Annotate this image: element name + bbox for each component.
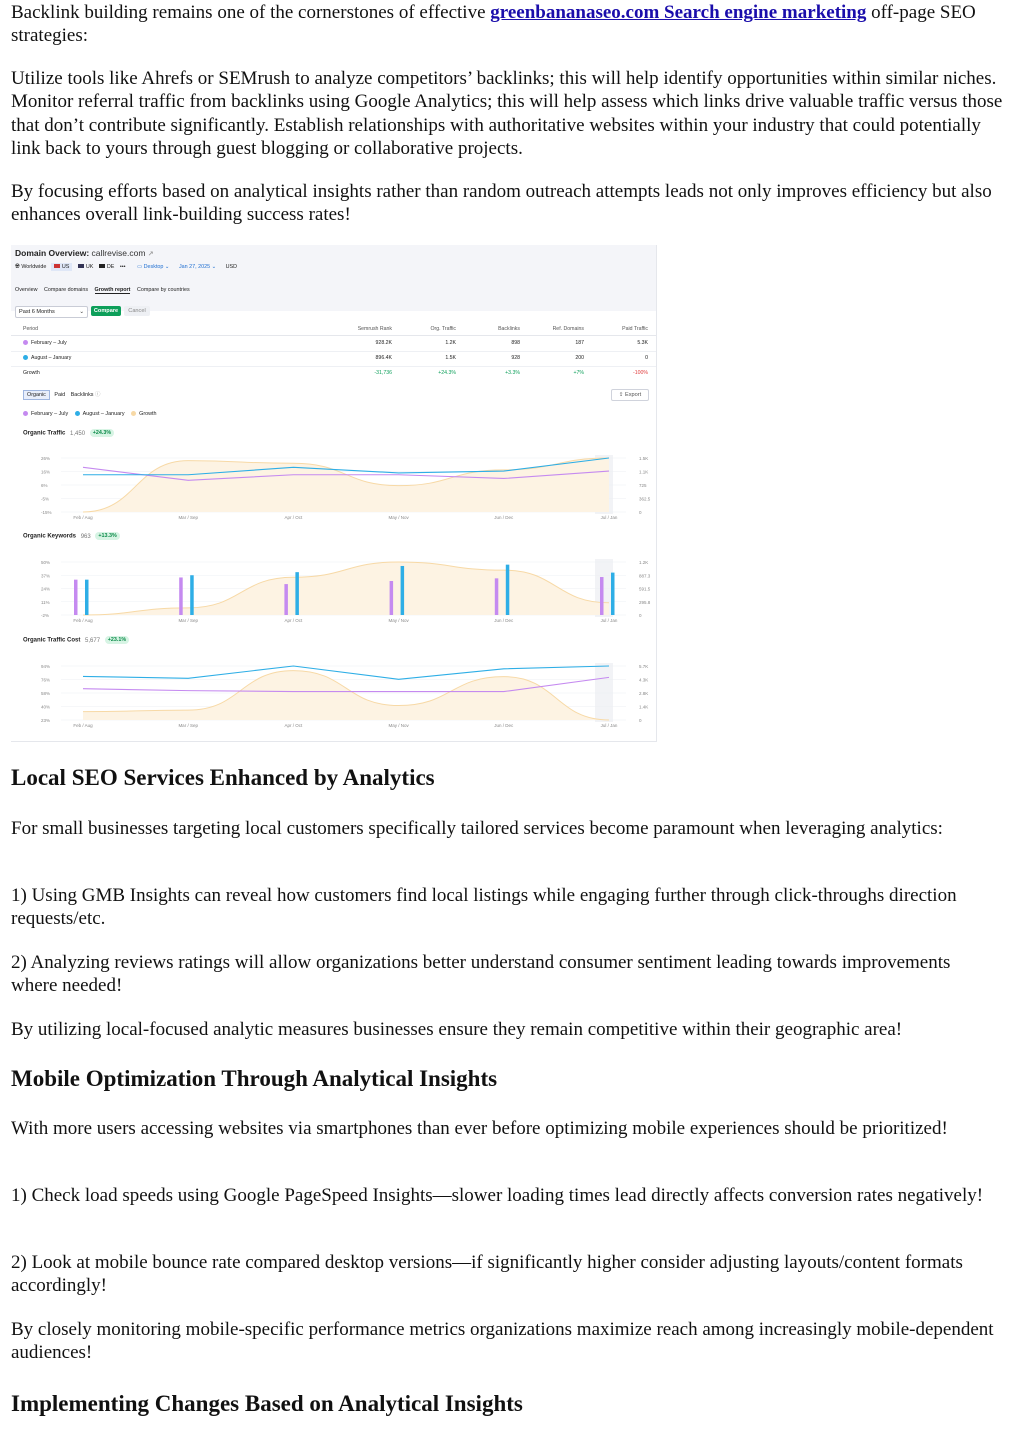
legend-dot-blue [23,355,28,360]
table-row: February – July 928.2K 1.2K 898 187 5.3K [11,337,656,352]
y-tick-label-right: 5.7K [639,664,649,669]
legend-item-growth: Growth [131,411,156,417]
legend-item-aug-jan: August – January [75,411,125,417]
y-tick-label-right: 1.1K [639,469,649,475]
y-tick-label-right: 362.5 [639,496,651,502]
x-tick-label: Jul / Jan [600,515,618,520]
filter-desktop[interactable]: ▭ Desktop ⌄ [137,264,170,270]
greenbananaseo-link[interactable]: greenbananaseo.com Search engine marketing [490,2,867,23]
y-tick-label-left: -15% [41,510,52,515]
globe-icon: 🌐︎ [15,264,20,270]
x-tick-label: Feb / Aug [73,723,93,728]
y-tick-label-right: 1.4K [639,704,649,710]
paragraph-mobile-2: 2) Look at mobile bounce rate compared desktop versions—if significantly higher consider adjusting layouts/content formats accordingly! [11,1252,963,1297]
table-header: Period Semrush Rank Org. Traffic Backlinks Ref. Domains Paid Traffic [11,325,656,336]
info-icon: ⓘ [94,392,101,398]
y-tick-label-right: 0 [639,510,642,515]
paragraph-local-intro: For small businesses targeting local customers specifically tailored services become paramount when leveraging analytics: [11,818,943,839]
y-tick-label-right: 725 [639,483,647,488]
metric-tabs [23,390,100,398]
filters-row [15,264,237,271]
y-tick-label-left: 24% [41,586,51,592]
filter-us[interactable]: US [51,263,73,271]
y-tick-label-left: 6% [41,483,48,488]
bar-aug-jan [85,580,89,615]
series-line-aug-jan [83,458,609,475]
y-tick-label-left: 16% [41,469,51,475]
bar-feb-jul [284,584,288,615]
cancel-button[interactable]: Cancel [124,306,150,316]
y-tick-label-left: 23% [41,718,51,723]
y-tick-label-left: 37% [41,573,51,579]
current-period-highlight [595,455,613,514]
bar-aug-jan [506,565,510,615]
bar-feb-jul [74,580,78,615]
y-tick-label-right: 887.3 [639,573,651,579]
x-tick-label: Feb / Aug [73,618,93,623]
x-tick-label: Jul / Jan [600,723,618,728]
growth-area [83,458,609,512]
more-icon[interactable]: ••• [119,264,126,270]
flag-icon [78,264,84,268]
x-tick-label: Apr / Oct [284,618,303,623]
growth-badge: +13.3% [95,532,119,540]
y-tick-label-right: 1.2K [639,560,649,565]
tab-backlinks[interactable]: Backlinks [70,392,94,398]
growth-line [83,671,609,720]
chart-title-organic-keywords: Organic Keywords 963 +13.3% [23,532,120,540]
legend-item-feb-jul: February – July [23,411,68,417]
monitor-icon: ▭ [137,264,143,270]
period-select[interactable]: Past 6 Months ⌄ [15,306,88,318]
heading-mobile: Mobile Optimization Through Analytical Insights [11,1066,498,1091]
y-tick-label-left: 94% [41,664,51,669]
growth-area [83,671,609,720]
x-tick-label: Jul / Jan [600,618,618,623]
x-tick-label: Feb / Aug [73,515,93,520]
x-tick-label: May / Nov [388,618,409,623]
y-tick-label-right: 591.5 [639,586,651,592]
growth-line [83,458,609,512]
series-line-aug-jan [83,666,609,679]
bar-aug-jan [401,566,405,615]
y-tick-label-right: 0 [639,613,642,618]
chart-legend [23,411,157,417]
tab-compare-domains[interactable]: Compare domains [43,287,89,293]
chart-title-organic-traffic: Organic Traffic 1,450 +24.3% [23,429,114,437]
filter-date[interactable]: Jan 27, 2025 ⌄ [178,264,217,270]
paragraph-backlink-intro: Backlink building remains one of the cornerstones of effective greenbananaseo.com Search engine marketing off-page SEO strategies: [11,2,976,47]
semrush-screenshot [11,245,657,742]
growth-badge: +24.3% [90,429,114,437]
paragraph-local-1: 1) Using GMB Insights can reveal how customers find local listings while engaging further through click-throughs direction requests/etc. [11,885,957,930]
paragraph-backlink-tools: Utilize tools like Ahrefs or SEMrush to analyze competitors’ backlinks; this will help identify opportunities within similar niches. Monitor referral traffic from backlinks using Google Analytics; this will help assess which links drive valuable traffic versus those that don’t contribute significantly. Establish relationships with authoritative websites within your industry that could potentially link back to yours through guest blogging or collaborative projects. [11,68,1003,159]
export-button[interactable]: ⇪ Export [611,389,649,401]
x-tick-label: May / Nov [388,515,409,520]
x-tick-label: Mar / Sep [178,618,198,623]
y-tick-label-right: 0 [639,718,642,723]
growth-line [83,562,609,615]
growth-badge: +23.1% [105,636,129,644]
current-period-highlight [595,663,613,722]
filter-de[interactable]: DE [99,264,115,270]
paragraph-local-2: 2) Analyzing reviews ratings will allow organizations better understand consumer sentiment leading towards improvements where needed! [11,952,951,997]
tab-compare-countries[interactable]: Compare by countries [136,287,190,293]
y-tick-label-left: 26% [41,456,51,461]
growth-table [11,325,656,381]
tab-growth-report[interactable]: Growth report [94,287,131,293]
x-tick-label: Jun / Dec [494,618,514,623]
x-tick-label: Apr / Oct [284,515,303,520]
chart-title-traffic-cost: Organic Traffic Cost 5,677 +23.1% [23,636,129,644]
y-tick-label-right: 4.3K [639,677,649,683]
paragraph-mobile-1: 1) Check load speeds using Google PageSpeed Insights—slower loading times lead directly affects conversion rates negatively! [11,1185,984,1206]
bar-feb-jul [600,577,604,615]
y-tick-label-left: 11% [41,599,50,605]
y-tick-label-right: 2.8K [639,691,649,696]
filter-uk[interactable]: UK [78,264,94,270]
tab-overview[interactable]: Overview [15,287,38,293]
paragraph-local-3: By utilizing local-focused analytic measures businesses ensure they remain competitive within their geographic area! [11,1019,903,1040]
bar-aug-jan [190,575,194,615]
paragraph-mobile-intro: With more users accessing websites via smartphones than ever before optimizing mobile experiences should be prioritized! [11,1118,948,1139]
bar-aug-jan [295,572,299,615]
flag-icon [54,264,60,268]
export-icon: ⇪ [618,392,624,398]
compare-button[interactable]: Compare [91,306,121,316]
chevron-down-icon: ⌄ [79,309,84,315]
external-link-icon: ↗ [147,251,154,258]
current-period-highlight [595,559,613,617]
domain-overview-title: Domain Overview: callrevise.com ↗ [15,248,154,258]
series-line-feb-jul [83,677,609,691]
y-tick-label-left: 40% [41,704,51,710]
x-tick-label: Mar / Sep [178,723,198,728]
tab-organic[interactable]: Organic [23,390,50,400]
table-row: August – January 896.4K 1.5K 928 200 0 [11,352,656,367]
y-tick-label-right: 295.8 [639,599,651,605]
growth-charts [11,245,656,741]
heading-local-seo: Local SEO Services Enhanced by Analytics [11,765,435,790]
table-row: Growth -31,736 +24.3% +3.3% +7% -100% [23,370,648,376]
y-tick-label-left: -5% [41,496,50,502]
tab-paid[interactable]: Paid [54,392,66,398]
y-tick-label-left: 76% [41,677,51,683]
growth-area [83,562,609,615]
x-tick-label: Jun / Dec [494,723,514,728]
paragraph-backlink-summary: By focusing efforts based on analytical insights rather than random outreach attempts leads not only improves efficiency but also enhances overall link-building success rates! [11,181,992,226]
series-line-feb-jul [83,467,609,480]
x-tick-label: May / Nov [388,723,409,728]
filter-worldwide[interactable]: Worldwide [21,264,47,270]
x-tick-label: Mar / Sep [178,515,198,520]
x-tick-label: Apr / Oct [284,723,303,728]
filter-currency[interactable]: USD [225,264,238,270]
bar-feb-jul [179,577,183,615]
domain-tabs [15,287,190,293]
bar-feb-jul [390,581,394,615]
y-tick-label-right: 1.5K [639,456,649,461]
y-tick-label-left: 50% [41,560,51,565]
y-tick-label-left: -2% [41,613,50,618]
y-tick-label-left: 58% [41,691,51,696]
heading-implementing: Implementing Changes Based on Analytical Insights [11,1391,523,1416]
legend-dot-purple [23,340,28,345]
flag-icon [99,264,105,268]
paragraph-mobile-3: By closely monitoring mobile-specific performance metrics organizations maximize reach among increasingly mobile-dependent audiences! [11,1319,994,1364]
bar-feb-jul [495,578,499,615]
bar-aug-jan [611,573,615,615]
x-tick-label: Jun / Dec [494,515,514,520]
